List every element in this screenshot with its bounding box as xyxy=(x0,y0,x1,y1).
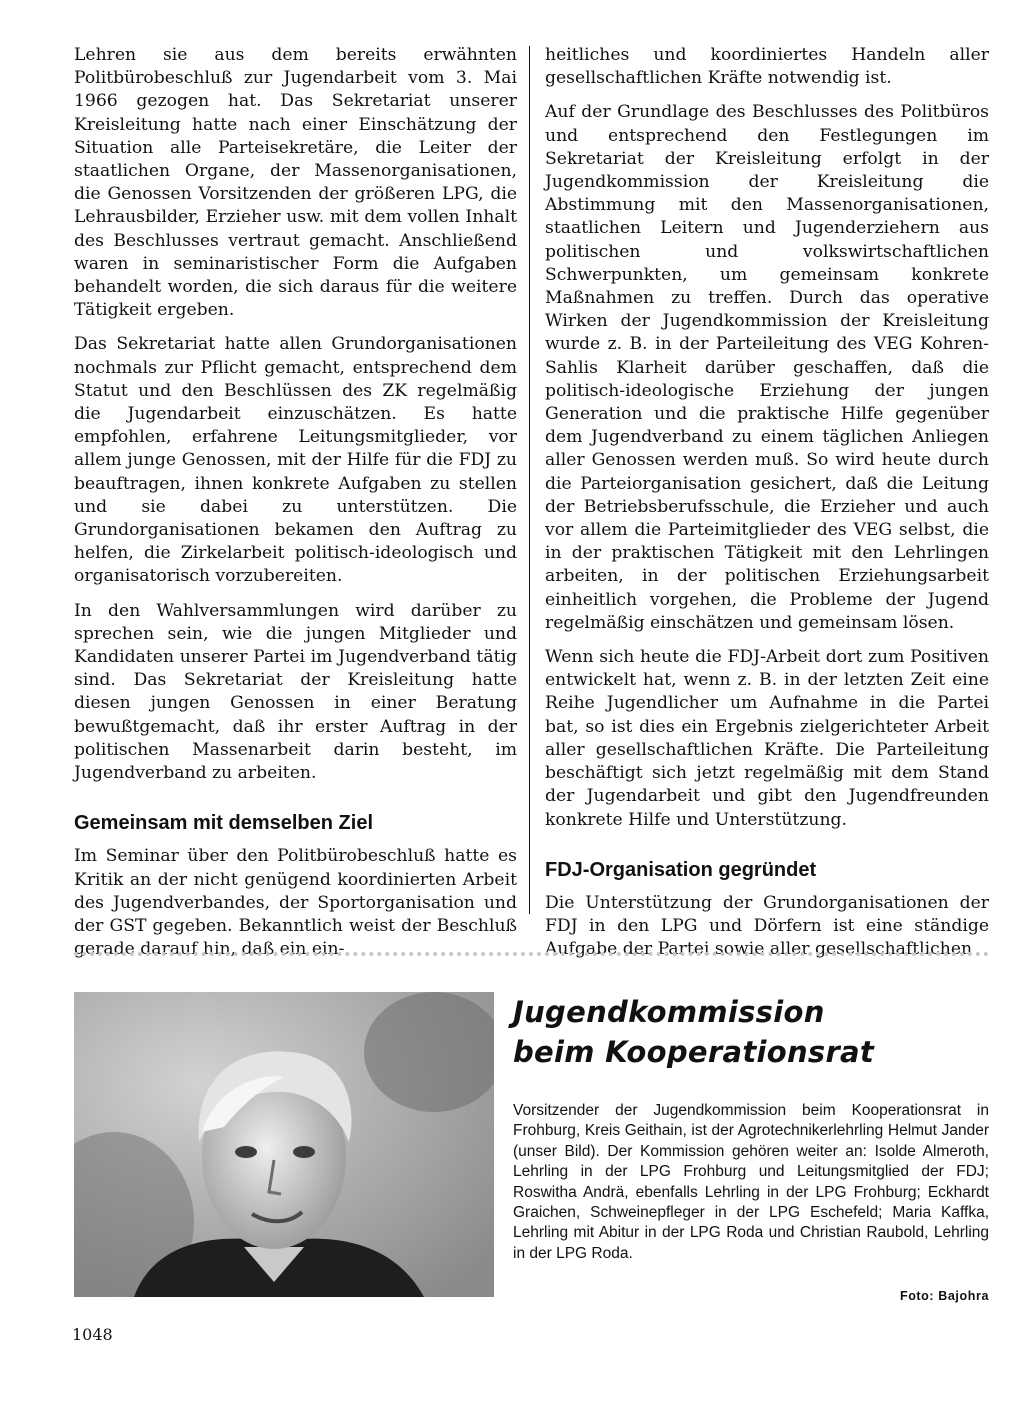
paragraph: Wenn sich heute die FDJ-Arbeit dort zum Positiven entwickelt hat, wenn z. B. in der letzten Zeit eine Reihe Jugendlicher um Aufnahme in die Partei bat, so ist dies ein Ergebnis zielgerichteter Arbeit aller gesellschaftlichen Kräfte. Die Parteileitung beschäftigt sich jetzt regelmäßig mit dem Stand der Jugendarbeit und gibt den Jugendfreunden konkrete Hilfe und Unterstützung. xyxy=(545,647,989,830)
section-heading: Gemeinsam mit demselben Ziel xyxy=(74,812,373,835)
dotted-separator xyxy=(74,952,989,956)
box-caption: Vorsitzender der Jugendkommission beim Kooperationsrat in Frohburg, Kreis Geithain, ist der Agrotechnikerlehrling Helmut Jander (unser Bild). Der Kommission gehören weiter an: Isolde Almeroth, Lehrling in der LPG Frohburg und Leitungsmitglied der FDJ; Roswitha Andrä, ebenfalls Lehrling in der LPG Frohburg; Eckhardt Graichen, Schweinepfleger in der LPG Eschefeld; Maria Kaffka, Lehrling mit Abitur in der LPG Roda und Christian Raubold, Lehrling in der LPG Roda. xyxy=(513,1102,989,1262)
box-title xyxy=(513,992,989,1072)
box-title-line: beim Kooperationsrat xyxy=(513,1035,875,1069)
paragraph: Lehren sie aus dem bereits erwähnten Politbürobeschluß zur Jugendarbeit vom 3. Mai 1966 gezogen hat. Das Sekretariat unserer Kreisleitung hatte nach einer Einschätzung der Situation alle Parteisekretäre, die Leiter der staatlichen Organe, der Massenorganisationen, die Genossen Vorsitzenden der größeren LPG, die Lehrausbilder, Erzieher usw. mit dem vollen Inhalt des Beschlusses vertraut gemacht. Anschließend waren in seminaristischer Form die Aufgaben behandelt worden, die sich daraus für die weitere Tätigkeit ergeben. xyxy=(74,45,517,321)
right-column xyxy=(545,44,989,972)
column-divider xyxy=(529,46,530,914)
left-column xyxy=(74,44,517,972)
page-number: 1048 xyxy=(72,1325,113,1344)
paragraph: In den Wahlversammlungen wird darüber zu sprechen sein, wie die jungen Mitglieder und Kandidaten unserer Partei im Jugendverband tätig sind. Das Sekretariat der Kreisleitung hatte diesen jungen Genossen in einer Beratung bewußtgemacht, daß ihr erster Auftrag in der politischen Massenarbeit darin besteht, im Jugendverband zu arbeiten. xyxy=(74,600,517,784)
portrait-photo xyxy=(74,992,494,1297)
paragraph: heitliches und koordiniertes Handeln aller gesellschaftlichen Kräfte notwendig ist. xyxy=(545,45,989,89)
paragraph: Das Sekretariat hatte allen Grundorganisationen nochmals zur Pflicht gemacht, entsprechend dem Statut und den Beschlüssen des ZK regelmäßig die Jugendarbeit einzuschätzen. Es hatte empfohlen, erfahrene Leitungsmitglieder, vor allem junge Genossen, mit der Hilfe für die FDJ zu beauftragen, ihnen konkrete Aufgaben zu stellen und sie dabei zu unterstützen. Die Grundorganisationen bekamen den Auftrag zu helfen, die Zirkelarbeit politisch-ideologisch und organisatorisch vorzubereiten. xyxy=(74,334,517,587)
section-heading: FDJ-Organisation gegründet xyxy=(545,858,817,881)
box-title-line: Jugendkommission xyxy=(513,995,825,1029)
portrait-image xyxy=(74,992,494,1297)
photo-credit: Foto: Bajohra xyxy=(899,1289,989,1303)
paragraph: Auf der Grundlage des Beschlusses des Politbüros und entsprechend den Festlegungen im Sekretariat der Kreisleitung erfolgt in der Jugendkommission der Kreisleitung die Abstimmung mit den Massenorganisationen, staatlichen Leitern und Jugenderziehern aus politischen und volkswirtschaftlichen Schwerpunkten, um gemeinsam konkrete Maßnahmen zu treffen. Durch das operative Wirken der Jugendkommission der Kreisleitung wurde z. B. in der Parteileitung des VEG Kohren-Sahlis Klarheit darüber geschaffen, daß die politisch-ideologische Erziehung der jungen Generation und die praktische Hilfe gegenüber dem Jugendverband zu einem täglichen Anliegen aller Genossen werden muß. So wird heute durch die Parteiorganisation gesichert, daß die Leitung der Betriebsberufsschule, die Erzieher und auch vor allem die Parteimitglieder des VEG selbst, die in der praktischen Tätigkeit mit den Lehrlingen arbeiten, in der politischen Erziehungsarbeit einheitlich vorgehen, die Probleme der Jugend regelmäßig einschätzen und gemeinsam lösen. xyxy=(545,102,989,633)
paragraph: Die Unterstützung der Grundorganisationen der FDJ in den LPG und Dörfern ist eine ständige Aufgabe der Partei sowie aller gesellschaftlichen xyxy=(545,892,989,960)
paragraph: Im Seminar über den Politbürobeschluß hatte es Kritik an der nicht genügend koordinierten Arbeit des Jugendverbandes, der Sportorganisation und der GST gegeben. Bekanntlich weist der Beschluß gerade darauf hin, daß ein ein- xyxy=(74,846,517,960)
